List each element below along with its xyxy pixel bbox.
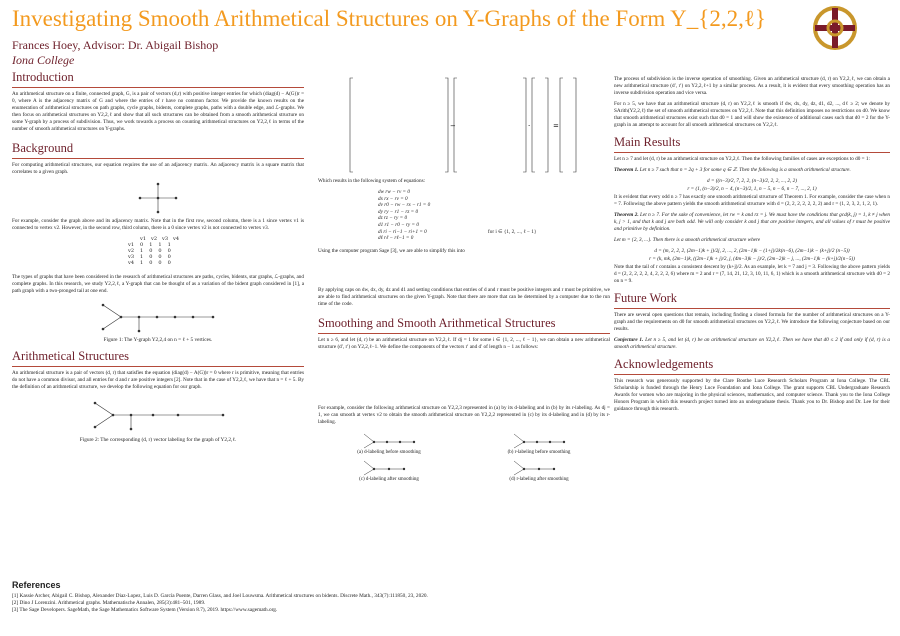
theorem-1-after: It is evident that every odd n ≥ 7 has exactly one smooth arithmetical structure of Theorem 1. For example, consider the case when n = 7. Following the above pattern yields the smooth arithmetical structure with d = (2, 2, 2, 2, 2, 2, 2) and r = (1, 2, 3, 2, 1, 2, 1). (614, 194, 890, 207)
dr-labeling-figure (83, 395, 233, 435)
ack-text: This research was generously supported by the Clare Boothe Luce Research Scholars Program at Iona College. The CBL Scholarship is funded through the Henry Luce Foundation and Iona College. The grant supports CBL Undergraduate Research Awards for women who are majoring in the physical sciences, mathematics, and computer science. Thank you to the Iona College Honors Program in which this research project turned into an undergraduate thesis. Thank you to Dr. Bishop and Dr. Lee for their guidance through this research. (614, 378, 890, 412)
equation: dy ry − r1 − rz = 0 (378, 208, 419, 215)
svg-text:=: = (553, 122, 559, 130)
ack-heading: Acknowledgements (614, 357, 890, 375)
arith-heading: Arithmetical Structures (12, 349, 304, 367)
conjecture-1: Conjecture 1. Let n ≥ 5, and let (d, r) be an arithmetical structure on Y2,2,ℓ. Then we have that d0 ≤ 2 if and only if (d, r) is a smooth arithmetical structure. (614, 337, 890, 350)
theorem-2-d: d = (m, 2, 2, 2, (2m−1)k + j)/2j, 2, ..., 2, (2m−1)k − (1+j)/2k(n−6), (2m−1)k − (k+j)/2 (n−5)) (654, 248, 850, 254)
intro-heading: Introduction (12, 70, 304, 88)
intro-text: An arithmetical structure on a finite, connected graph, G, is a pair of vectors (d,r) with positive integer entries for which (diag(d) − A(G))r = 0, where A is the adjacency matrix of G and where the entries of r have no common factor. We provide the known results on the enumeration of arithmetical structures on path graphs, cycle graphs, bidents, complete graphs, paths with a double edge, and ℒ-graphs. We then focus on arithmetical structures on Y2,2,ℓ and show that all such structures can be obtained from a smooth arithmetical structure on some Y-graph by a process of subdivision. Thus, we work towards a process on counting arithmetical structures on Y2,2,ℓ in terms of the number of smooth arithmetical structures on Y-graphs. (12, 91, 304, 132)
theorem-1-d: d = ((n−3)/2, 7, 2, 2, (n−3)/2, 2, 2, ..., 2, 2) (707, 178, 797, 184)
y-graph-figure (93, 299, 223, 335)
theorem-2-r: r = (k, mk, (2m−1)k, ((2m−1)k + j)/2, j, (4m−3)k − j)/2, (2m−2)k − j, ..., (2m−1)k − (k+j)/2(n−5)) (649, 256, 855, 262)
equation: dv r0 − rw − rx − r1 = 0 (378, 202, 431, 209)
theorem-2-m: Let m = {2, 3, ...}. Then there is a smooth arithmetical structure where (614, 237, 761, 243)
smooth-text-2: For example, consider the following arithmetical structure on Y2,2,3 represented in (a) by its d-labeling and in (b) by its r-labeling. As dj = 1, we can smooth at vertex v2 to obtain the smooth arithmetical structure on Y2,2,2 represented in (c) by its d-labeling and in (d) by its r-labeling. (318, 404, 610, 425)
matrix-row: v1 0 1 1 1 (128, 242, 171, 248)
column-middle (318, 76, 610, 482)
adjacency-matrix (128, 236, 188, 266)
matrix-equation (349, 76, 579, 174)
equation-condition: for i ∈ {1, 2, ..., ℓ − 1} (488, 229, 537, 235)
smooth-heading: Smoothing and Smooth Arithmetical Structures (318, 316, 610, 334)
arith-text: An arithmetical structure is a pair of vectors (d, r) that satisfies the equation (diag(d) − A(G))r = 0 where r is primitive, meaning that entries do not have a common divisor, and all entries for d and r are positive integers [2]. Note that in the case of Y2,2,ℓ, we have that n = ℓ + 5. By the definition of an arithmetical structure, we develop the following equation for our graph. (12, 370, 304, 390)
example-graph-diagram (128, 180, 188, 216)
theorem-1: Theorem 1. Let n ≥ 7 such that n = 2q + 3 for some q ∈ ℤ. Then the following is a smooth arithmetical structure. (614, 167, 851, 173)
sage-text: Using the computer program Sage [3], we are able to simplify this into (318, 247, 465, 254)
theorem-2: Theorem 2. Let n ≥ 7. For the sake of convenience, let rw = k and rz = j. We must have the conditions that gcd(k, j) = 1, k ≠ j when k, j > 1, and that k and j are both odd. We will only consider k and j that are positive integers, and all values of r must be positive and primitive by definition. (614, 212, 891, 232)
background-text-1: For computing arithmetical structures, our equation requires the use of an adjacency matrix. An adjacency matrix is a square matrix that correlates to a given graph. (12, 162, 304, 175)
figure-1-caption: Figure 1: The Y-graph Y2,2,4 on n = ℓ + 5 vertices. (103, 337, 213, 343)
subfigure-a: (a) d-labeling before smoothing (318, 430, 460, 455)
system-of-equations (378, 189, 610, 242)
equation: dz rz − ry = 0 (378, 215, 408, 222)
equation: d1 r1 − r0 − ry = 0 (378, 221, 419, 228)
references (12, 580, 592, 614)
reference-item: [1] Kassie Archer, Abigail C. Bishop, Alexander Diaz-Lopez, Luis D. García Puente, Darren Glass, and Joel Louwsma. Arithmetical structures on bidents. Discrete Math., 343(7):111850, 23, 2020. (12, 593, 428, 599)
matrix-col-label: v4 (173, 236, 180, 242)
continued-fraction-formula (318, 259, 610, 287)
equation: dw rw − rv = 0 (378, 189, 410, 195)
matrix-col-label: v2 (151, 236, 158, 242)
results-intro: Let n ≥ 7 and let (d, r) be an arithmetical structure on Y2,2,ℓ. Then the following families of cases are exceptions to d0 = 1: (614, 156, 870, 162)
background-text-2: For example, consider the graph above and its adjacency matrix. Note that in the first row, second column, there is a 1 since vertex v1 is connected to vertex v2. However, in the second row, third column, there is a 0 since vertex v2 is not connected to vertex v3. (12, 218, 304, 231)
poster-title: Investigating Smooth Arithmetical Structures on Y-Graphs of the Form Y_{2,2,ℓ} (12, 6, 766, 31)
column-right (614, 76, 890, 417)
subdivision-text: The process of subdivision is the inverse operation of smoothing. Given an arithmetical structure (d, r) on Y2,2,ℓ, we can obtain a new arithmetical structure (d′, r′) on Y2,2,ℓ+1 by a similar process. As a result, it is evident that every smoothing operation has an inverse subdivision operation and vice versa. (614, 76, 890, 96)
theorem-2-after: Note that the tail of r contains a consistent descent by (k+j)/2. As an example, let k = 7 and j = 3. Following the above pattern yields d = (2, 2, 2, 2, 2, 4, 2, 2, 2, 6) where m = 2 and r = (7, 14, 21, 12, 3, 10, 11, 6, 1) which is a smooth arithmetical structure with d0 = 2 on n = 9. (614, 264, 890, 284)
future-text: There are several open questions that remain, including finding a closed formula for the number of arithmetical structures on a Y-graph and the requirements on d0 for smooth arithmetical structures on Y2,2,ℓ. We introduce the following conjecture based on our results. (614, 312, 890, 332)
matrix-row: v3 1 0 0 0 (128, 254, 171, 260)
college-seal-icon (812, 5, 858, 51)
authors: Frances Hoey, Advisor: Dr. Abigail Bishop (12, 38, 219, 52)
matrix-row: v4 1 0 0 0 (128, 260, 171, 266)
background-heading: Background (12, 141, 304, 159)
references-heading: References (12, 580, 61, 590)
svg-text:·: · (528, 122, 531, 130)
smoothing-definitions (318, 355, 610, 405)
equation: di ri − ri−1 − ri+1 = 0 (378, 228, 427, 235)
matrix-col-label: v1 (140, 236, 147, 242)
background-text-3: The types of graphs that have been considered in the research of arithmetical structures are paths, cycles, bidents, star graphs, ℒ-graphs, and complete graphs. In this research, we study Y2,2,ℓ, a Y-graph that can be thought of as a variation of the bident graph considered in [1], a path graph with a two-pronged tail at one end. (12, 274, 304, 294)
matrix-col-label: v3 (162, 236, 169, 242)
svg-text:−: − (450, 122, 456, 130)
subfigure-b: (b) r-labeling before smoothing (468, 430, 610, 455)
equation: dℓ rℓ − rℓ−1 = 0 (378, 235, 414, 242)
theorem-1-r: r = (1, (n−3)/2, n − 4, (n−3)/2, 1, n − 5, n − 6, n − 7, ..., 2, 1) (687, 186, 817, 192)
matrix-row: v2 1 0 0 0 (128, 248, 171, 254)
subfigure-c: (c) d-labeling after smoothing (318, 457, 460, 482)
smoothing-figures (318, 430, 610, 482)
reference-item: [3] The Sage Developers. SageMath, the Sage Mathematics Software System (Version 8.7), 2019. https://www.sagemath.org. (12, 607, 278, 613)
future-heading: Future Work (614, 291, 890, 309)
smooth-definition-text: For n ≥ 5, we have that an arithmetical structure (d, r) on Y2,2,ℓ is smooth if dw, dx, dy, dz, d1, d2, ..., dℓ ≥ 2; we denote by SArith(Y2,2,ℓ) the set of smooth arithmetical structures on Y2,2,ℓ. Note that this definition imposes no restrictions on d0. We know that smooth arithmetical structures exist such that d0 = 1 and will show the existence of additional cases such that d0 = 2 for the Y-graph in an attempt to account for all smooth arithmetical structures on Y2,2,ℓ. (614, 101, 890, 128)
institution: Iona College (12, 53, 75, 67)
smooth-text-1: Let n ≥ 6, and let (d, r) be an arithmetical structure on Y2,2,ℓ. If dj = 1 for some i ∈ {1, 2, ..., ℓ − 1}, we can obtain a new arithmetical structure (d′, r′) on Y2,2,ℓ−1. We define the components of the vectors r′ and d′ of length n − 1 as follows: (318, 336, 610, 350)
column-left (12, 70, 304, 445)
applying-text: By applying caps on dw, dx, dy, dz and d1 and setting conditions that entries of d and r must be positive integers and r must be primitive, we are able to find arithmetical structures on the given Y-graph. Note that there are more that can be determined by a computer due to the run time of the code. (318, 286, 610, 307)
equation: dx rx − rv = 0 (378, 195, 408, 202)
subfigure-d: (d) r-labeling after smoothing (468, 457, 610, 482)
results-heading: Main Results (614, 135, 890, 153)
system-intro: Which results in the following system of equations: (318, 178, 426, 184)
figure-2-caption: Figure 2: The corresponding (d, r) vector labeling for the graph of Y2,2,ℓ. (79, 437, 237, 443)
reference-item: [2] Dino J Lorenzini. Arithmetical graphs. Mathematische Annalen, 285(3):481–501, 1989. (12, 600, 206, 606)
